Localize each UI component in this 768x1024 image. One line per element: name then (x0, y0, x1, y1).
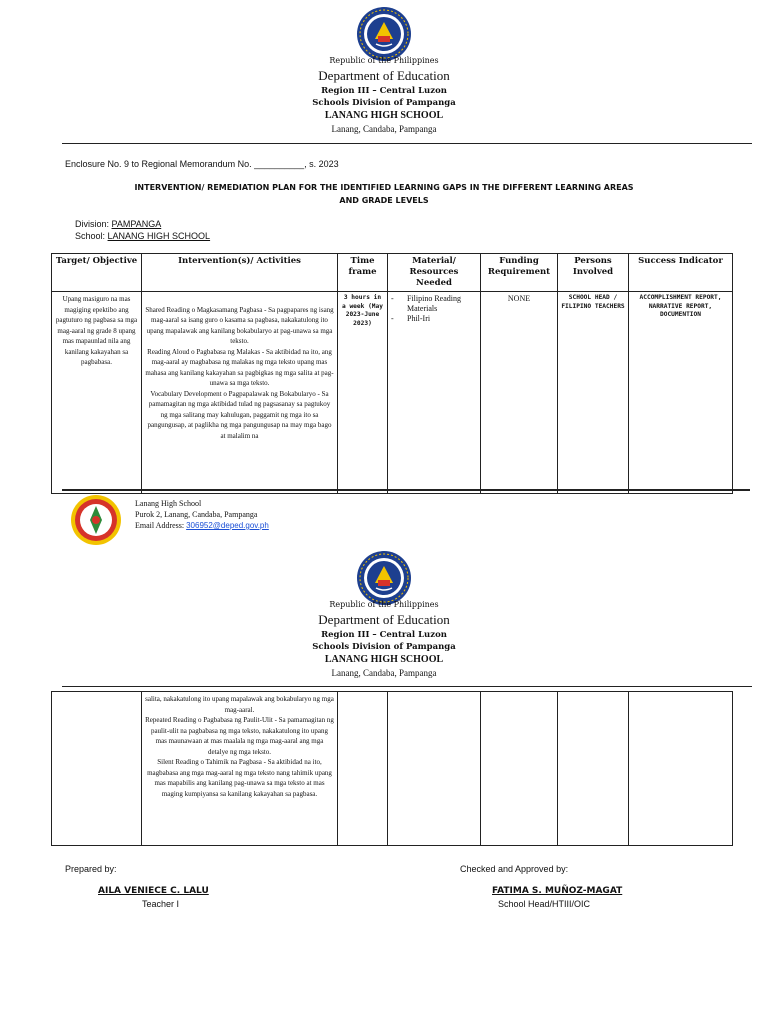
approved-name: FATIMA S. MUÑOZ-MAGAT (492, 886, 623, 896)
email-link[interactable]: 306952@deped.gov.ph (186, 521, 269, 530)
deped-seal (356, 550, 412, 606)
school-name: LANANG HIGH SCHOOL (324, 110, 444, 121)
footer-address: Purok 2, Lanang, Candaba, Pampanga (135, 510, 258, 519)
material-filipino: Filipino Reading Materials (407, 294, 461, 313)
cell-activities (142, 292, 338, 494)
plan-table-continued (51, 691, 733, 846)
cell-indicator-empty (629, 692, 733, 846)
cell-objective: Upang masiguro na mas magiging epektibo ang pagtuturo ng pagbasa sa mga mag-aaral ng grade 8 upang mas mapaunlad nila ang kanilang kakayahan sa pagbabasa. (52, 292, 142, 494)
division-line (75, 219, 161, 229)
cell-time-frame: 3 hours in a week (May 2023-June 2023) (338, 292, 388, 494)
plan-title-line1: INTERVENTION/ REMEDIATION PLAN FOR THE IDENTIFIED LEARNING GAPS IN THE DIFFERENT LEARNING AREAS (134, 183, 634, 192)
prepared-name: AILA VENIECE C. LALU (98, 886, 209, 896)
approved-role: School Head/HTIII/OIC (498, 899, 591, 909)
header-interventions: Intervention(s)/ Activities (142, 254, 338, 292)
republic-text: Republic of the Philippines (329, 56, 439, 65)
prepared-role: Teacher I (142, 899, 180, 909)
school-address: Lanang, Candaba, Pampanga (331, 668, 437, 678)
division-text: Schools Division of Pampanga (312, 642, 456, 652)
school-value: LANANG HIGH SCHOOL (107, 231, 211, 241)
prepared-label: Prepared by: (65, 864, 117, 874)
region-text: Region III – Central Luzon (321, 86, 447, 96)
school-address: Lanang, Candaba, Pampanga (331, 124, 437, 134)
enclosure-text: Enclosure No. 9 to Regional Memorandum No. __________, s. 2023 (65, 159, 339, 169)
table-row (52, 292, 733, 494)
division-value: PAMPANGA (111, 219, 162, 229)
plan-table (51, 253, 733, 494)
header-funding: Funding Requirement (481, 254, 558, 292)
division-text: Schools Division of Pampanga (312, 98, 456, 108)
footer-email-label: Email Address: (135, 521, 185, 530)
header-persons: Persons Involved (558, 254, 629, 292)
cell-time-frame-empty (338, 692, 388, 846)
header-target: Target/ Objective (52, 254, 142, 292)
footer-contact (135, 498, 269, 531)
header-divider (62, 686, 752, 687)
header-materials: Material/ Resources Needed (388, 254, 481, 292)
plan-title-line2: AND GRADE LEVELS (339, 196, 429, 205)
cell-materials-empty (388, 692, 481, 846)
department-title: Department of Education (318, 612, 450, 627)
republic-text: Republic of the Philippines (329, 600, 439, 609)
region-text: Region III – Central Luzon (321, 630, 447, 640)
footer-school: Lanang High School (135, 499, 202, 508)
school-logo (70, 494, 122, 546)
cell-funding: NONE (481, 292, 558, 494)
cell-activities-continued: salita, nakakatulong ito upang mapalawak ang bokabularyo ng mga mag-aaral. Repeated Reading o Pagbabasa ng Paulit-Ulit - Sa pamamagitan ng paulit-ulit na pagbabasa ng mga teksto, nakakatulong ito upang mas maunawaan at mas maalala ng mga mag-aaral ang mga detalye ng mga teksto. Silent Reading o Tahimik na Pagbasa - Sa aktibidad na ito, magbabasa ang mga mag-aaral ng mga teksto nang tahimik upang mas mapabilis ang kanilang pag-unawa sa mga teksto at mas maging kumpiyansa sa kanilang kakayahan sa pagbasa. (142, 692, 338, 846)
cell-indicator: ACCOMPLISHMENT REPORT, NARRATIVE REPORT, DOCUMENTION (629, 292, 733, 494)
cell-funding-empty (481, 692, 558, 846)
table-row (52, 692, 733, 846)
school-name: LANANG HIGH SCHOOL (324, 654, 444, 665)
footer-divider (62, 489, 750, 491)
material-item: - Filipino Reading Materials (391, 294, 477, 314)
table-header-row (52, 254, 733, 292)
header-indicator: Success Indicator (629, 254, 733, 292)
header-time-frame: Time frame (338, 254, 388, 292)
deped-seal (356, 6, 412, 62)
cell-persons: SCHOOL HEAD / FILIPINO TEACHERS (558, 292, 629, 494)
material-item: - Phil-Iri (391, 314, 431, 323)
school-label: School: (75, 231, 106, 241)
approved-label: Checked and Approved by: (460, 864, 569, 874)
material-phil-iri: Phil-Iri (407, 314, 431, 323)
division-label: Division: (75, 219, 110, 229)
department-title: Department of Education (318, 68, 450, 83)
header-divider (62, 143, 752, 144)
activities-text: Shared Reading o Magkasamang Pagbasa - Sa pagpapares ng isang mag-aaral sa isang guro o kasama sa pagbasa, nakakatulong ito upang mapalawak ang kanilang bokabularyo at pag-unawa sa mga teksto. Reading Aloud o Pagbabasa ng Malakas - Sa aktibidad na ito, ang mag-aaral ay magbabasa ng malakas ng mga teksto upang mas mahasa ang kanilang kakayahan sa pagbigkas ng mga salita at pag-unawa sa mga teksto. Vocabulary Development o Pagpapalawak ng Bokabularyo - Sa pamamagitan ng mga aktibidad tulad ng pagsasanay sa pagtukoy ng mga salitang may kahulugan, paggamit ng mga ito sa pangungusap, at paglikha ng mga pangungusap na may mga bago at malalim na (145, 305, 334, 440)
cell-materials (388, 292, 481, 494)
school-line (75, 231, 210, 241)
cell-objective-empty (52, 692, 142, 846)
cell-persons-empty (558, 692, 629, 846)
